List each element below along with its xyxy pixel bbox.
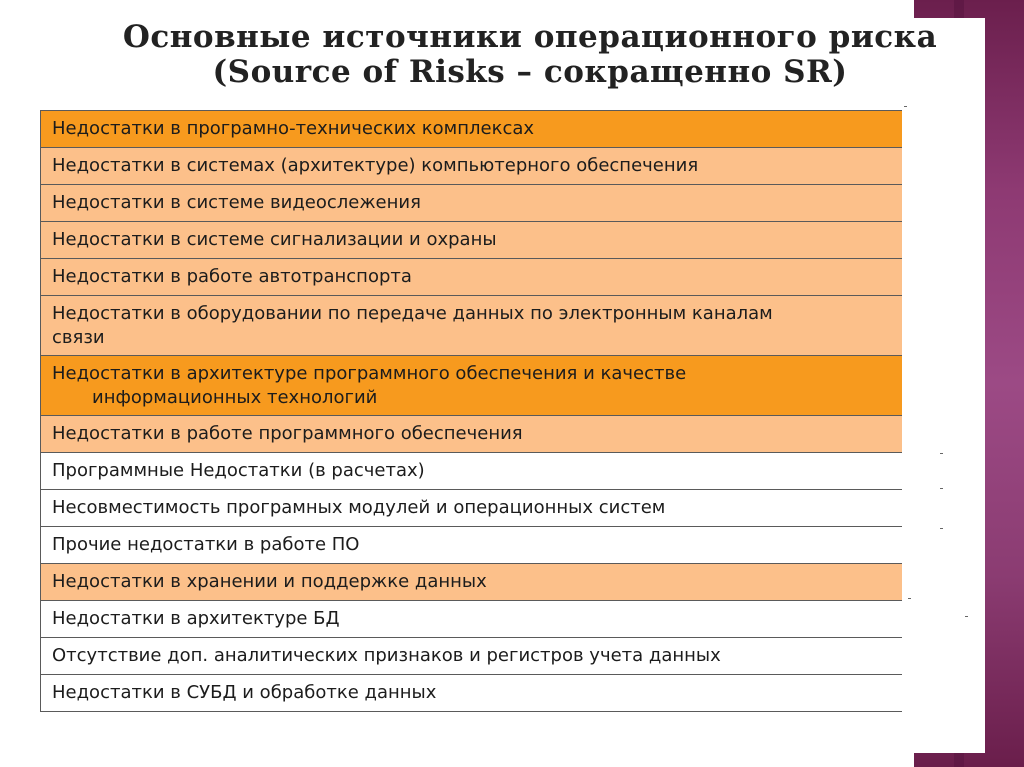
- slide-title-line-1: Основные источники операционного риска: [122, 19, 938, 55]
- table-cell: Недостатки в работе программного обеспечения: [41, 416, 903, 453]
- table-cell: Прочие недостатки в работе ПО: [41, 527, 903, 564]
- decorative-mark: [940, 453, 943, 454]
- table-cell: Недостатки в системе видеослежения: [41, 185, 903, 222]
- table-cell: [41, 296, 903, 356]
- table-row: [41, 111, 903, 148]
- decorative-mark: [965, 616, 968, 617]
- table-row: [41, 148, 903, 185]
- table-cell-line-2: информационных технологий: [92, 386, 378, 408]
- table-row: [41, 601, 903, 638]
- table-cell: Недостатки в работе автотранспорта: [41, 259, 903, 296]
- table-cell: Недостатки в хранении и поддержке данных: [41, 564, 903, 601]
- table-row: [41, 296, 903, 356]
- table-cell: Недостатки в програмно-технических комплексах: [41, 111, 903, 148]
- table-row: [41, 638, 903, 675]
- table-cell: Недостатки в системах (архитектуре) компьютерного обеспечения: [41, 148, 903, 185]
- table-row: [41, 675, 903, 712]
- decorative-mark: [940, 528, 943, 529]
- table-row: [41, 185, 903, 222]
- risk-sources-table: [40, 110, 902, 712]
- table-row: [41, 453, 903, 490]
- table-cell: Отсутствие доп. аналитических признаков и регистров учета данных: [41, 638, 903, 675]
- table-cell: Недостатки в СУБД и обработке данных: [41, 675, 903, 712]
- slide-panel: [0, 18, 985, 753]
- decorative-mark: [904, 106, 907, 107]
- table-cell-line-2: связи: [52, 326, 105, 348]
- slide-title: [0, 20, 1024, 90]
- table-cell: [41, 356, 903, 416]
- table-row: [41, 527, 903, 564]
- table-cell-line-1: Недостатки в оборудовании по передаче данных по электронным каналам: [52, 302, 773, 324]
- table-cell: Несовместимость програмных модулей и операционных систем: [41, 490, 903, 527]
- table-row: [41, 356, 903, 416]
- table-cell: Недостатки в системе сигнализации и охраны: [41, 222, 903, 259]
- slide-title-line-2: (Source of Risks – сокращенно SR): [212, 54, 848, 90]
- table-row: [41, 416, 903, 453]
- table-row: [41, 222, 903, 259]
- table-cell: Недостатки в архитектуре БД: [41, 601, 903, 638]
- decorative-mark: [908, 598, 911, 599]
- decorative-mark: [940, 488, 943, 489]
- table-cell-line-1: Недостатки в архитектуре программного обеспечения и качестве: [52, 362, 687, 384]
- table-row: [41, 564, 903, 601]
- table-cell: Программные Недостатки (в расчетах): [41, 453, 903, 490]
- table-row: [41, 259, 903, 296]
- table-row: [41, 490, 903, 527]
